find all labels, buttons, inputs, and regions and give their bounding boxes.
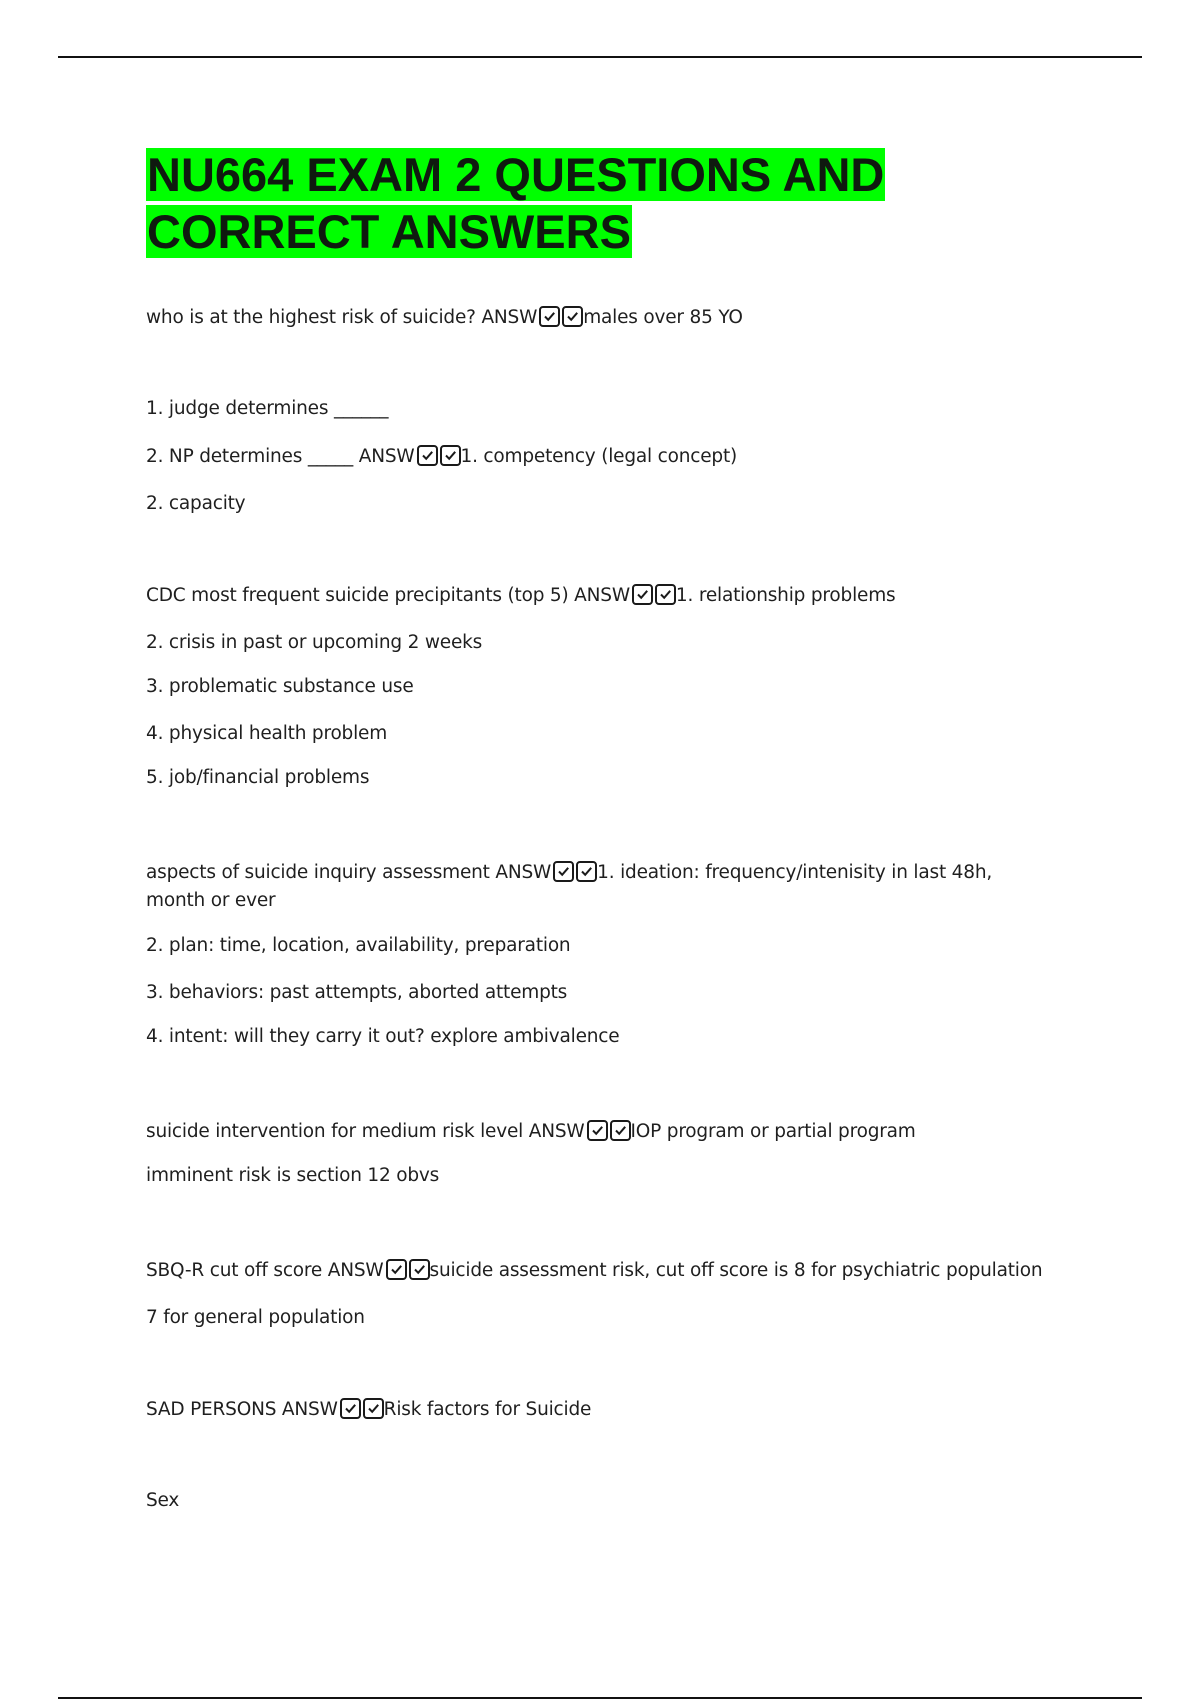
checkbox-checked-icon	[562, 306, 583, 327]
title-highlight: NU664 EXAM 2 QUESTIONS AND CORRECT ANSWERS	[147, 148, 885, 258]
checkbox-checked-icon	[386, 1259, 407, 1280]
answer-text: 1. ideation: frequency/intenisity in last 48h, month or ever	[146, 862, 993, 911]
line-text: Sex	[146, 1490, 180, 1511]
qa-line	[146, 720, 387, 748]
question-text: CDC most frequent suicide precipitants (top 5) ANSW	[146, 585, 630, 606]
checkbox-checked-icon	[632, 584, 653, 605]
checkbox-checked-icon	[340, 1398, 361, 1419]
checkbox-checked-icon	[363, 1398, 384, 1419]
qa-line	[146, 1487, 179, 1515]
qa-line	[146, 764, 369, 792]
qa-line	[146, 443, 737, 471]
checkbox-checked-icon	[409, 1259, 430, 1280]
line-text: 7 for general population	[146, 1307, 365, 1328]
qa-line	[146, 1396, 591, 1424]
line-text: 2. plan: time, location, availability, preparation	[146, 935, 571, 956]
qa-line	[146, 395, 388, 423]
line-text: 3. problematic substance use	[146, 676, 414, 697]
document-title	[146, 146, 1046, 260]
question-text: suicide intervention for medium risk level ANSW	[146, 1121, 585, 1142]
qa-line	[146, 859, 1036, 915]
checkbox-checked-icon	[553, 861, 574, 882]
answer-text: males over 85 YO	[583, 307, 743, 328]
question-text: aspects of suicide inquiry assessment ANSW	[146, 862, 552, 883]
checkbox-checked-icon	[655, 584, 676, 605]
checkbox-checked-icon	[576, 861, 597, 882]
line-text: 2. capacity	[146, 493, 246, 514]
qa-line	[146, 1118, 916, 1146]
checkbox-checked-icon	[539, 306, 560, 327]
checkbox-checked-icon	[610, 1120, 631, 1141]
line-text: 5. job/financial problems	[146, 767, 370, 788]
answer-text: suicide assessment risk, cut off score is 8 for psychiatric population	[429, 1260, 1043, 1281]
line-text: imminent risk is section 12 obvs	[146, 1165, 440, 1186]
footer-rule	[58, 1697, 1142, 1699]
checkbox-checked-icon	[417, 445, 438, 466]
qa-line	[146, 582, 895, 610]
qa-line	[146, 979, 567, 1007]
qa-line	[146, 304, 743, 332]
qa-line	[146, 1304, 365, 1332]
header-rule	[58, 56, 1142, 58]
line-text: 4. intent: will they carry it out? explore ambivalence	[146, 1026, 620, 1047]
qa-line	[146, 1257, 1042, 1285]
line-text: 4. physical health problem	[146, 723, 388, 744]
answer-text: 1. relationship problems	[675, 585, 896, 606]
question-text: SBQ-R cut off score ANSW	[146, 1260, 384, 1281]
qa-line	[146, 490, 245, 518]
line-text: 2. crisis in past or upcoming 2 weeks	[146, 632, 483, 653]
answer-text: Risk factors for Suicide	[383, 1399, 592, 1420]
qa-line	[146, 1023, 619, 1051]
checkbox-checked-icon	[440, 445, 461, 466]
qa-line	[146, 1162, 439, 1190]
question-text: 2. NP determines _____ ANSW	[146, 446, 415, 467]
question-text: who is at the highest risk of suicide? ANSW	[146, 307, 538, 328]
answer-text: IOP program or partial program	[630, 1121, 916, 1142]
qa-line	[146, 932, 570, 960]
qa-line	[146, 673, 414, 701]
line-text: 3. behaviors: past attempts, aborted attempts	[146, 982, 568, 1003]
line-text: 1. judge determines ______	[146, 398, 389, 419]
checkbox-checked-icon	[587, 1120, 608, 1141]
qa-line	[146, 629, 482, 657]
answer-text: 1. competency (legal concept)	[460, 446, 738, 467]
question-text: SAD PERSONS ANSW	[146, 1399, 338, 1420]
